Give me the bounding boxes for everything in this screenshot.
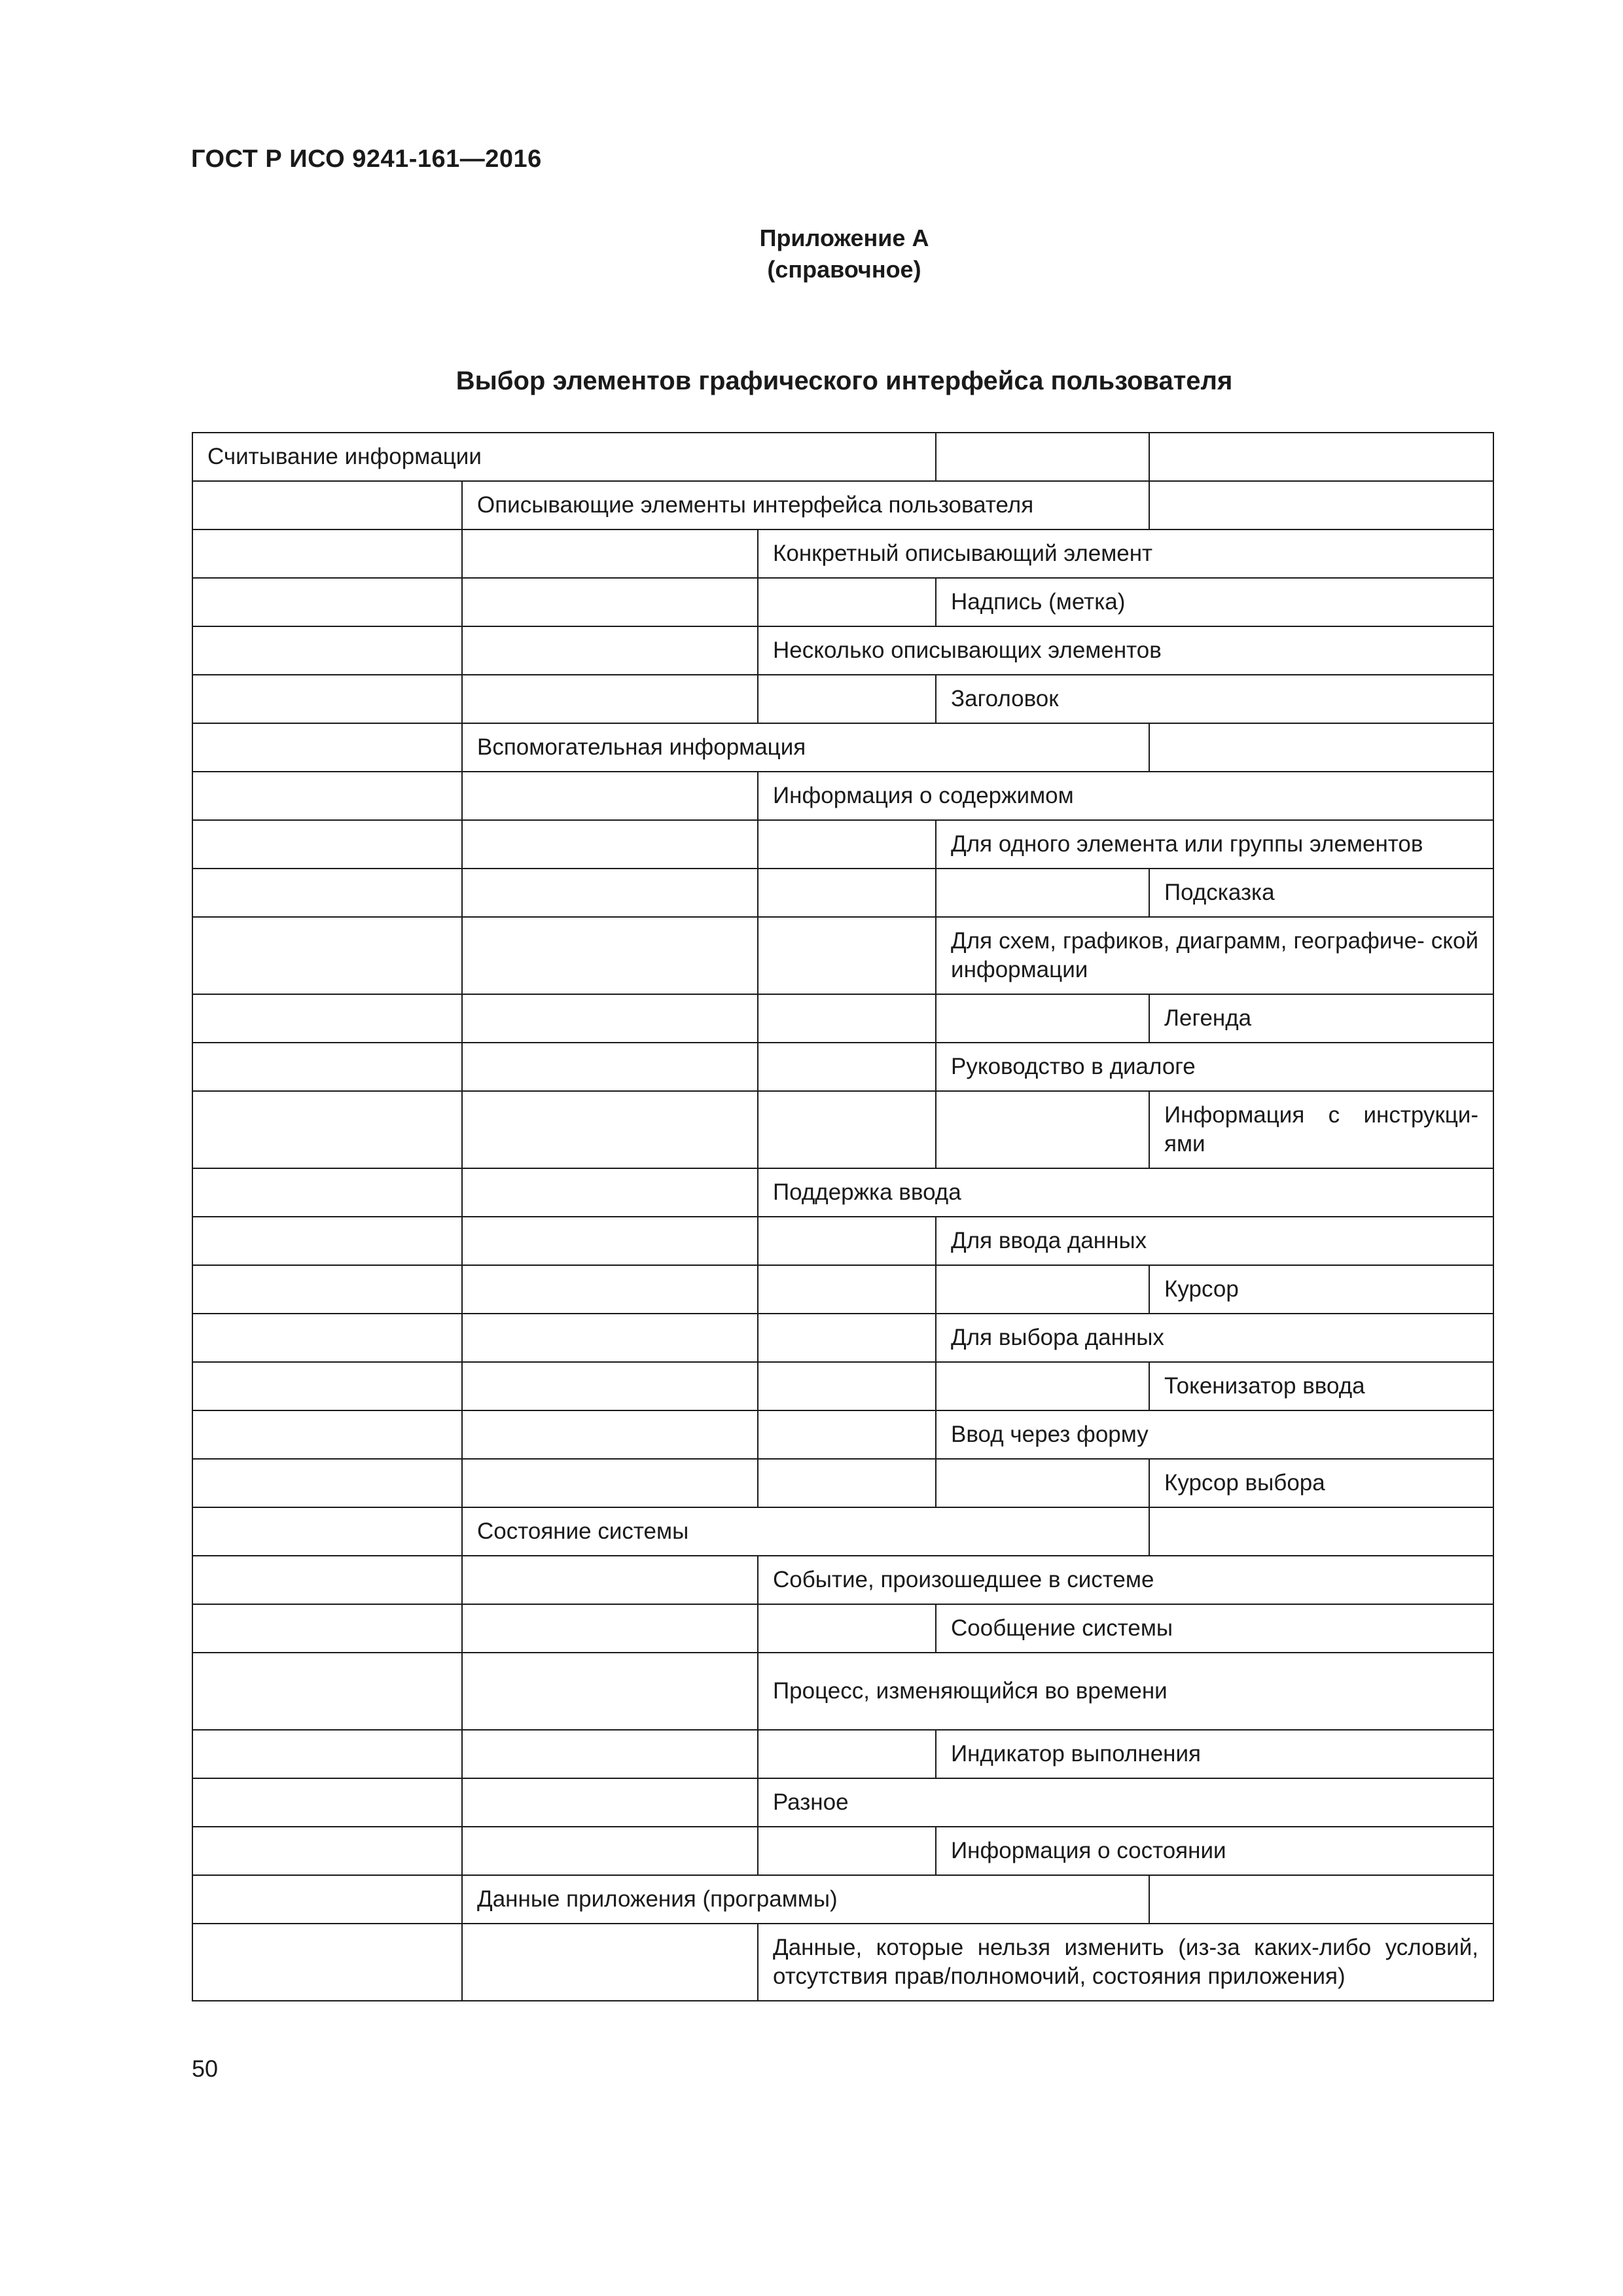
empty-cell [1149,481,1493,529]
empty-cell [192,869,462,917]
empty-cell [192,1507,462,1556]
empty-cell [462,1604,758,1653]
table-cell-text: Для одного элемента или группы элементов [936,820,1493,869]
empty-cell [462,578,758,626]
empty-cell [192,1778,462,1827]
table-cell-text: Заголовок [936,675,1493,723]
empty-cell [192,1556,462,1604]
table-row [192,772,1493,820]
table-cell-text: Данные, которые нельзя изменить (из-за каких-либо условий, отсутствия прав/полномочий, состояния приложения) [758,1924,1493,2001]
empty-cell [192,1043,462,1091]
empty-cell [462,1556,758,1604]
table-cell-text: Для ввода данных [936,1217,1493,1265]
empty-cell [192,529,462,578]
table-cell-text: Разное [758,1778,1493,1827]
table-cell-text: Информация о содержимом [758,772,1493,820]
table-row [192,820,1493,869]
empty-cell [192,578,462,626]
table-row [192,1043,1493,1091]
empty-cell [192,1168,462,1217]
empty-cell [936,994,1149,1043]
table-row [192,1827,1493,1875]
empty-cell [462,1778,758,1827]
table-cell-text: Курсор [1149,1265,1493,1314]
table-row [192,1556,1493,1604]
table-row [192,1730,1493,1778]
table-cell-text: Поддержка ввода [758,1168,1493,1217]
empty-cell [462,529,758,578]
table-cell-text: Информация о состоянии [936,1827,1493,1875]
empty-cell [192,1653,462,1730]
empty-cell [758,1362,936,1410]
empty-cell [758,820,936,869]
empty-cell [192,1604,462,1653]
table-row [192,1217,1493,1265]
document-header: ГОСТ Р ИСО 9241-161—2016 [191,145,542,173]
empty-cell [462,1043,758,1091]
empty-cell [192,1924,462,2001]
table-cell-text: Подсказка [1149,869,1493,917]
empty-cell [758,1827,936,1875]
table-row [192,1924,1493,2001]
table-title: Выбор элементов графического интерфейса пользователя [455,367,1233,395]
table-cell-text: Считывание информации [192,433,936,481]
empty-cell [192,1265,462,1314]
empty-cell [192,481,462,529]
empty-cell [758,1217,936,1265]
table-cell-text: Сообщение системы [936,1604,1493,1653]
empty-cell [192,1730,462,1778]
table-cell-text: Токенизатор ввода [1149,1362,1493,1410]
empty-cell [192,772,462,820]
table-row [192,1507,1493,1556]
empty-cell [192,1217,462,1265]
empty-cell [192,820,462,869]
empty-cell [462,1410,758,1459]
empty-cell [1149,1507,1493,1556]
table-row [192,1314,1493,1362]
table-cell-text: Ввод через форму [936,1410,1493,1459]
table-row [192,1091,1493,1168]
table-body [192,433,1493,2001]
table-row [192,1778,1493,1827]
empty-cell [758,1410,936,1459]
table-row [192,723,1493,772]
empty-cell [758,1091,936,1168]
table-cell-text: Событие, произошедшее в системе [758,1556,1493,1604]
empty-cell [462,626,758,675]
empty-cell [1149,723,1493,772]
empty-cell [462,1091,758,1168]
empty-cell [758,675,936,723]
empty-cell [462,675,758,723]
empty-cell [192,1091,462,1168]
table-cell-text: Индикатор выполнения [936,1730,1493,1778]
table-row [192,1410,1493,1459]
empty-cell [758,1043,936,1091]
annex-title: Приложение А [759,224,929,251]
table-row [192,1168,1493,1217]
empty-cell [462,1265,758,1314]
table-row [192,1265,1493,1314]
table-cell-text: Данные приложения (программы) [462,1875,1149,1924]
empty-cell [462,820,758,869]
empty-cell [462,1459,758,1507]
table-row [192,994,1493,1043]
table-row [192,869,1493,917]
empty-cell [192,1314,462,1362]
empty-cell [462,1730,758,1778]
page-number: 50 [192,2055,219,2082]
empty-cell [462,1168,758,1217]
table-row [192,529,1493,578]
empty-cell [192,626,462,675]
empty-cell [462,1314,758,1362]
empty-cell [1149,1875,1493,1924]
empty-cell [462,1362,758,1410]
empty-cell [192,1875,462,1924]
table-cell-text: Несколько описывающих элементов [758,626,1493,675]
table-cell-text: Конкретный описывающий элемент [758,529,1493,578]
empty-cell [936,1265,1149,1314]
empty-cell [462,1217,758,1265]
empty-cell [936,869,1149,917]
table-cell-text: Состояние системы [462,1507,1149,1556]
table-cell-text: Для схем, графиков, диаграмм, географиче- ской информации [936,917,1493,994]
empty-cell [192,1410,462,1459]
empty-cell [758,1459,936,1507]
empty-cell [936,433,1149,481]
empty-cell [758,994,936,1043]
empty-cell [936,1091,1149,1168]
empty-cell [1149,433,1493,481]
table-cell-text: Надпись (метка) [936,578,1493,626]
empty-cell [936,1362,1149,1410]
empty-cell [192,675,462,723]
table-row [192,626,1493,675]
empty-cell [758,917,936,994]
empty-cell [758,1314,936,1362]
empty-cell [462,772,758,820]
table-cell-text: Руководство в диалоге [936,1043,1493,1091]
table-row [192,675,1493,723]
empty-cell [462,1827,758,1875]
gui-elements-table [192,432,1494,2001]
table-row [192,1875,1493,1924]
empty-cell [758,1265,936,1314]
empty-cell [462,994,758,1043]
table-row [192,1362,1493,1410]
annex-kind: (справочное) [767,256,921,283]
empty-cell [462,1924,758,2001]
table-row [192,578,1493,626]
empty-cell [192,917,462,994]
empty-cell [462,917,758,994]
table-cell-text: Описывающие элементы интерфейса пользователя [462,481,1149,529]
empty-cell [936,1459,1149,1507]
empty-cell [462,869,758,917]
table-row [192,917,1493,994]
table-cell-text: Информация с инструкци- ями [1149,1091,1493,1168]
table-row [192,433,1493,481]
empty-cell [462,1653,758,1730]
table-cell-text: Процесс, изменяющийся во времени [758,1653,1493,1730]
empty-cell [192,1827,462,1875]
table-row [192,1459,1493,1507]
empty-cell [192,994,462,1043]
table-row [192,1653,1493,1730]
annex-heading [0,223,1623,285]
empty-cell [758,1604,936,1653]
empty-cell [758,869,936,917]
empty-cell [192,723,462,772]
table-row [192,481,1493,529]
empty-cell [192,1459,462,1507]
empty-cell [192,1362,462,1410]
table-cell-text: Легенда [1149,994,1493,1043]
table-cell-text: Вспомогательная информация [462,723,1149,772]
empty-cell [758,578,936,626]
table-cell-text: Для выбора данных [936,1314,1493,1362]
empty-cell [758,1730,936,1778]
table-cell-text: Курсор выбора [1149,1459,1493,1507]
table-row [192,1604,1493,1653]
